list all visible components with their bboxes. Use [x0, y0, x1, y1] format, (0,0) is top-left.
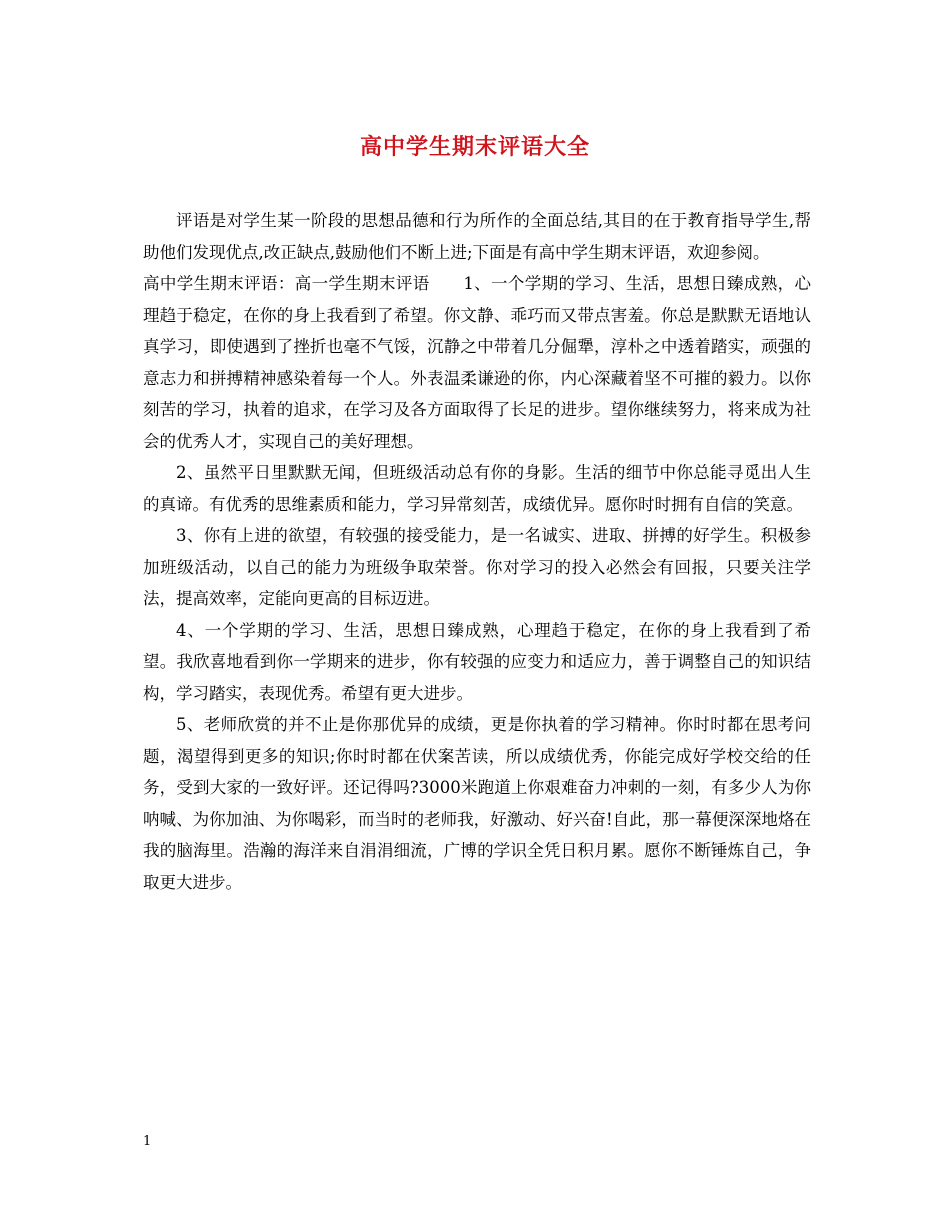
document-body	[143, 205, 811, 898]
comment-paragraph-3: 3、你有上进的欲望，有较强的接受能力，是一名诚实、进取、拼搏的好学生。积极参加班级活动，以自己的能力为班级争取荣誉。你对学习的投入必然会有回报，只要关注学法，提高效率，定能向更高的目标迈进。	[143, 526, 811, 608]
comment-paragraph-5: 5、老师欣赏的并不止是你那优异的成绩，更是你执着的学习精神。你时时都在思考问题，渴望得到更多的知识;你时时都在伏案苦读，所以成绩优秀，你能完成好学校交给的任务，受到大家的一致好评。还记得吗?3000米跑道上你艰难奋力冲刺的一刻，有多少人为你呐喊、为你加油、为你喝彩，而当时的老师我，好激动、好兴奋!自此，那一幕便深深地烙在我的脑海里。浩瀚的海洋来自涓涓细流，广博的学识全凭日积月累。愿你不断锤炼自己，争取更大进步。	[143, 715, 811, 892]
comment-paragraph-4: 4、一个学期的学习、生活，思想日臻成熟，心理趋于稳定，在你的身上我看到了希望。我欣喜地看到你一学期来的进步，你有较强的应变力和适应力，善于调整自己的知识结构，学习踏实，表现优秀。希望有更大进步。	[143, 620, 811, 703]
intro-paragraph: 评语是对学生某一阶段的思想品德和行为所作的全面总结,其目的在于教育指导学生,帮助他们发现优点,改正缺点,鼓励他们不断上进;下面是有高中学生期末评语，欢迎参阅。	[143, 211, 811, 262]
comment-paragraph-2: 2、虽然平日里默默无闻，但班级活动总有你的身影。生活的细节中你总能寻觅出人生的真谛。有优秀的思维素质和能力，学习异常刻苦，成绩优异。愿你时时拥有自信的笑意。	[143, 463, 811, 514]
page-number: 1	[143, 1134, 152, 1149]
comment-paragraph-1: 高中学生期末评语：高一学生期末评语 1、一个学期的学习、生活，思想日臻成熟，心理趋于稳定，在你的身上我看到了希望。你文静、乖巧而又带点害羞。你总是默默无语地认真学习，即使遇到了挫折也毫不气馁，沉静之中带着几分倔犟，淳朴之中透着踏实，顽强的意志力和拼搏精神感染着每一个人。外表温柔谦逊的你，内心深藏着坚不可摧的毅力。以你刻苦的学习，执着的追求，在学习及各方面取得了长足的进步。望你继续努力，将来成为社会的优秀人才，实现自己的美好理想。	[143, 274, 811, 451]
document-title: 高中学生期末评语大全	[359, 134, 590, 160]
